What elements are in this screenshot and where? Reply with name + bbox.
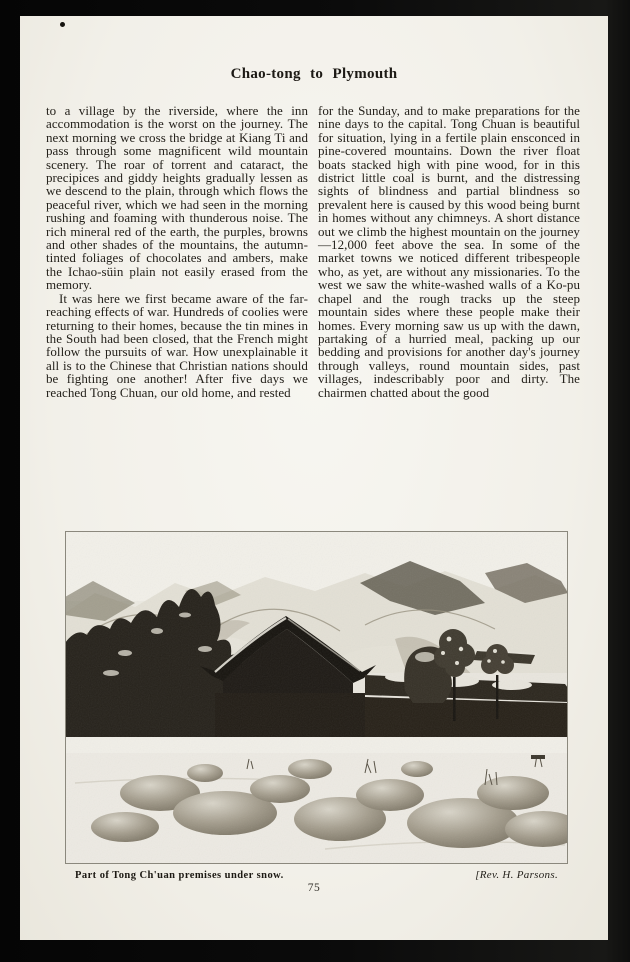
text-column-right: [318, 104, 580, 399]
figure-caption-row: [65, 869, 568, 881]
paragraph: for the Sunday, and to make preparations for the nine days to the capital. Tong Chuan is beautiful for situation, lying in a fertile plain ensconced in pine-covered mountains. Down the river float boats stacked high with pine wood, for in this district little coal is burnt, and the distressing sights of blindness and partial blindness so prevalent here is caused by this wood being burnt in homes without any chimneys. A short distance out we climb the highest mountain on the journey—12,000 feet above the sea. In some of the market towns we noticed different tribespeople who, as yet, are without any missionaries. To the west we saw the white-washed walls of a Ko-pu chapel and the rough tracks up the steep mountain sides where these people make their homes. Every morning saw us up with the dawn, partaking of a hurried meal, packing up our bedding and provisions for another day's journey through valleys, round mountain sides, past villages, indescribably poor and dirty. The chairmen chatted about the good: [318, 103, 580, 400]
scan-speck: [60, 22, 65, 27]
page: [20, 16, 608, 940]
page-number: 75: [307, 882, 321, 894]
figure-credit: [Rev. H. Parsons.: [475, 869, 558, 881]
snow-scene-illustration: [65, 531, 568, 864]
figure-photo-snow-scene: [65, 531, 568, 864]
page-title: Chao-tong to Plymouth: [230, 66, 398, 82]
paragraph: to a village by the riverside, where the inn accommodation is the worst on the journey. The next morning we cross the bridge at Kiang Ti and pass through some magnificent wild mountain scenery. The roar of torrent and cataract, the precipices and giddy heights gradually lessen as we descend to the plain, through which flows the peaceful river, which we had seen in the morning rushing and foaming with thunderous noise. The rich mineral red of the earth, the purples, browns and other shades of the mountains, the autumn-tinted foliages of chocolates and ambers, make the Ichao-süin plain not easily erased from the memory.: [46, 103, 308, 293]
text-column-left: [46, 104, 308, 399]
figure-caption: Part of Tong Ch'uan premises under snow.: [75, 870, 284, 881]
paragraph: It was here we first became aware of the far-reaching effects of war. Hundreds of coolies were returning to their homes, because the tin mines in the South had been closed, that the French might follow the pursuits of war. How unexplainable it all is to the Chinese that Christian nations should be fighting one another! After five days we reached Tong Chuan, our old home, and rested: [46, 290, 308, 400]
